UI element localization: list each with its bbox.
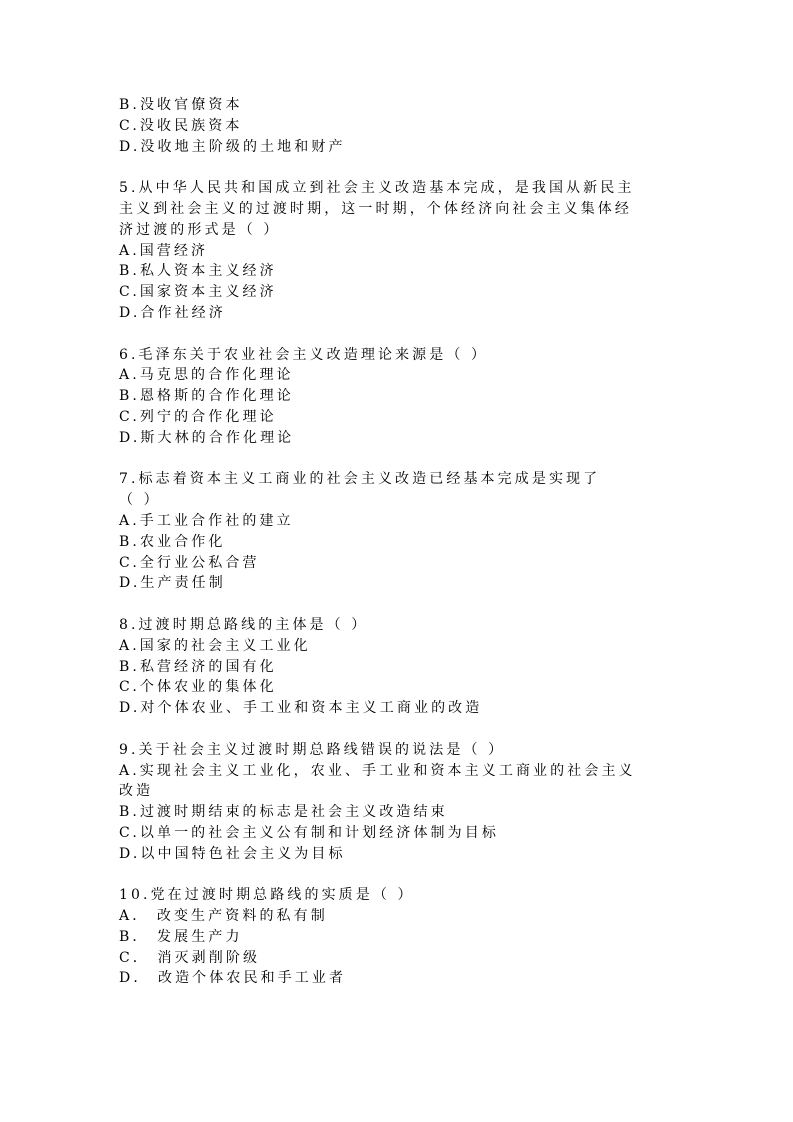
spacer (119, 594, 704, 615)
option-a: A.实现社会主义工业化，农业、手工业和资本主义工商业的社会主义 (119, 762, 636, 779)
option-d: D.斯大林的合作化理论 (119, 429, 295, 446)
option-d: D.生产责任制 (119, 575, 226, 592)
option-d: D.合作社经济 (119, 304, 226, 321)
option-c: C.国家资本主义经济 (119, 284, 277, 301)
question-10 (119, 885, 704, 989)
question-5 (119, 178, 704, 324)
spacer (119, 449, 704, 470)
question-stem-line: 9.关于社会主义过渡时期总路线错误的说法是（ ） (119, 741, 506, 758)
option-d: D.对个体农业、手工业和资本主义工商业的改造 (119, 700, 483, 717)
question-stem-line: 8.过渡时期总路线的主体是（ ） (119, 616, 369, 633)
option-a: A.马克思的合作化理论 (119, 367, 294, 384)
question-9 (119, 740, 704, 865)
option-a: A． 改变生产资料的私有制 (119, 908, 328, 925)
option-b: B.没收官僚资本 (119, 97, 243, 113)
option-c: C.列宁的合作化理论 (119, 408, 277, 425)
option-b: B.恩格斯的合作化理论 (119, 388, 294, 405)
option-d: D.以中国特色社会主义为目标 (119, 845, 346, 862)
option-c: C.没收民族资本 (119, 117, 243, 134)
option-b: B.私营经济的国有化 (119, 658, 277, 675)
spacer (119, 324, 704, 345)
question-6 (119, 345, 704, 449)
question-list (119, 95, 704, 989)
question-stem-line: 6.毛泽东关于农业社会主义改造理论来源是（ ） (119, 346, 489, 363)
option-c: C.以单一的社会主义公有制和计划经济体制为目标 (119, 824, 499, 841)
question-4-fragment (119, 95, 704, 157)
question-8 (119, 615, 704, 719)
question-stem-line: 5.从中华人民共和国成立到社会主义改造基本完成，是我国从新民主 (119, 180, 635, 197)
option-d: D． 改造个体农民和手工业者 (119, 970, 347, 987)
option-b: B.过渡时期结束的标志是社会主义改造结束 (119, 804, 448, 821)
option-c: C.全行业公私合营 (119, 554, 260, 571)
question-stem-line: 10.党在过渡时期总路线的实质是（ ） (119, 887, 415, 904)
spacer (119, 864, 704, 885)
option-b: B.农业合作化 (119, 533, 226, 550)
question-stem-line: 济过渡的形式是（ ） (119, 221, 281, 238)
question-stem-line: （ ） (119, 492, 161, 509)
option-a: A.国营经济 (119, 242, 209, 259)
question-stem-line: 主义到社会主义的过渡时期，这一时期，个体经济向社会主义集体经 (119, 200, 632, 217)
option-c: C.个体农业的集体化 (119, 679, 277, 696)
spacer (119, 157, 704, 178)
option-b: B． 发展生产力 (119, 928, 243, 945)
question-7 (119, 469, 704, 594)
option-b: B.私人资本主义经济 (119, 263, 277, 280)
spacer (119, 719, 704, 740)
option-a-continued: 改造 (119, 783, 154, 800)
option-d: D.没收地主阶级的土地和财产 (119, 138, 346, 155)
option-c: C． 消灭剥削阶级 (119, 949, 261, 966)
question-stem-line: 7.标志着资本主义工商业的社会主义改造已经基本完成是实现了 (119, 471, 601, 488)
option-a: A.手工业合作社的建立 (119, 512, 294, 529)
option-a: A.国家的社会主义工业化 (119, 637, 311, 654)
